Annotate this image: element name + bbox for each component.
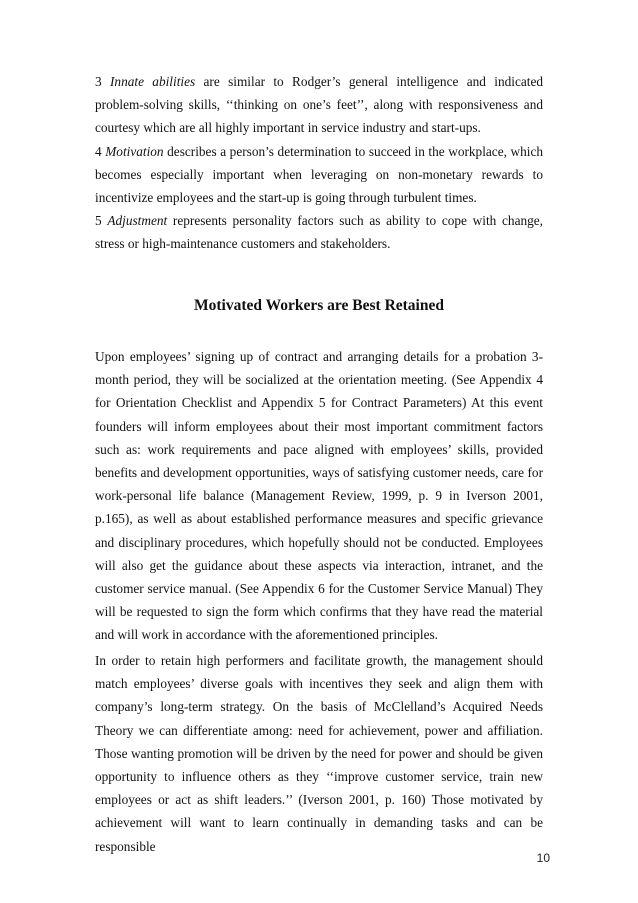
list-item-term: Adjustment xyxy=(107,213,168,229)
paragraph-orientation: Upon employees’ signing up of contract and arranging details for a probation 3-month period, they will be socialized at the orientation meeting. (See Appendix 4 for Orientation Checklist and Appendix 5 for Contract Parameters) At this event founders will inform employees about their most important commitment factors such as: work requirements and pace aligned with employees’ skills, provided benefits and development opportunities, ways of satisfying customer needs, care for work-personal life balance (Management Review, 1999, p. 9 in Iverson 2001, p.165), as well as about established performance measures and specific grievance and disciplinary procedures, which hopefully should not be conducted. Employees will also get the guidance about these aspects via interaction, intranet, and the customer service manual. (See Appendix 6 for the Customer Service Manual) They will be requested to sign the form which confirms that they have read the material and will work in accordance with the aforementioned principles. xyxy=(95,349,543,643)
paragraph-retention: In order to retain high performers and facilitate growth, the management should match employees’ diverse goals with incentives they seek and align them with company’s long-term strategy. On the basis of McClelland’s Acquired Needs Theory we can differentiate among: need for achievement, power and affiliation. Those wanting promotion will be driven by the need for power and should be given opportunity to influence others as they ‘‘improve customer service, train new employees or act as shift leaders.’’ (Iverson 2001, p. 160) Those motivated by achievement will want to learn continually in demanding tasks and can be responsible xyxy=(95,653,543,854)
list-item-adjustment xyxy=(95,209,543,255)
list-item-number: 4 xyxy=(95,143,102,159)
list-item-term: Motivation xyxy=(105,143,164,159)
list-item-term: Innate abilities xyxy=(110,74,196,89)
page-number: 10 xyxy=(536,851,550,865)
list-item-number: 5 xyxy=(95,213,102,229)
list-item-motivation xyxy=(95,140,543,210)
list-item-innate-abilities xyxy=(95,70,543,140)
personality-factors-list xyxy=(95,70,543,256)
list-item-text: describes a person’s determination to succeed in the workplace, which becomes especially important when leveraging on non-monetary rewards to incentivize employees and the start-up is going through turbulent times. xyxy=(95,143,543,206)
list-item-number: 3 xyxy=(95,74,102,89)
section-heading: Motivated Workers are Best Retained xyxy=(194,297,444,314)
list-item-text: are similar to Rodger’s general intelligence and indicated problem-solving skills, ‘‘thinking on one’s feet’’, along with responsiveness and courtesy which are all highly important in service industry and start-ups. xyxy=(95,74,544,136)
list-item-text: represents personality factors such as ability to cope with change, stress or high-maintenance customers and stakeholders. xyxy=(95,213,543,252)
